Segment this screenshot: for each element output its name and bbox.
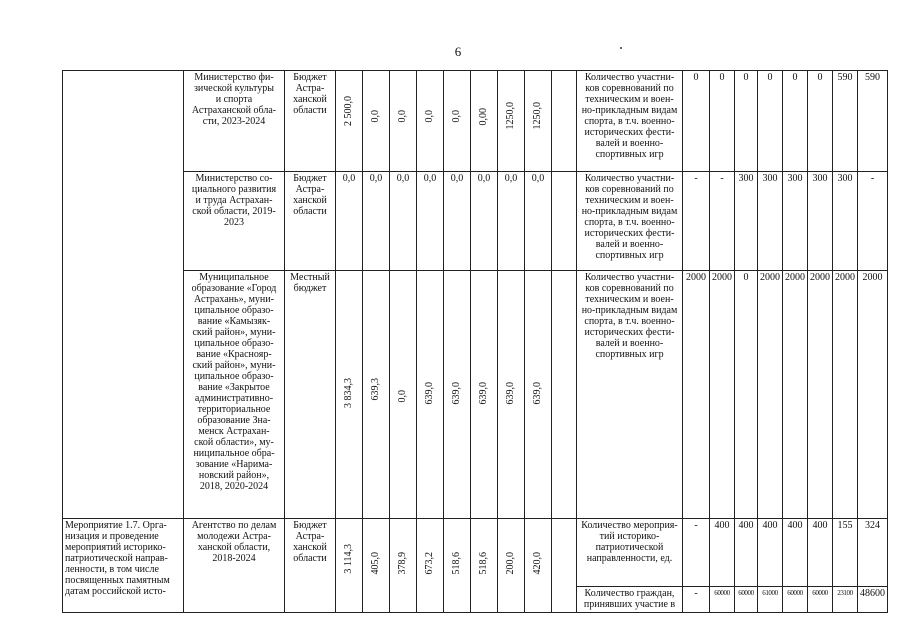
executor-cell [184,271,285,519]
indicator-value: - [710,172,735,271]
indicator-value: 400 [808,519,833,587]
indicator-value: 2000 [833,271,858,519]
finance-cell [417,271,444,519]
finance-value: 0,00 [478,108,489,126]
page-number: 6 [454,44,462,59]
finance-cell [417,71,444,172]
finance-value: 3 834,3 [343,378,354,408]
indicator-value: 60000 [808,587,833,613]
spacer-cell [552,519,577,613]
finance-value: 0,0 [444,172,471,271]
indicator-value: - [683,519,710,587]
finance-value: 639,0 [478,382,489,405]
indicator-value: 324 [858,519,888,587]
indicator-value: 590 [833,71,858,172]
source-text: Бюджет Астра- ханской области [293,520,327,564]
source-cell [285,172,336,271]
finance-cell [498,519,525,613]
finance-value: 639,0 [532,382,543,405]
indicator-value: 2000 [858,271,888,519]
finance-value: 0,0 [363,172,390,271]
indicator-value: - [683,587,710,613]
indicator-cell [577,271,683,519]
finance-value: 0,0 [451,110,462,123]
event-text: Мероприятие 1.7. Орга- низация и проведение мероприятий историко- патриотической направ- ленности, в том числе посвященных памятным датам российской исто- [65,520,170,597]
finance-cell [471,271,498,519]
indicator-value: 2000 [710,271,735,519]
scan-dot [620,47,622,49]
finance-value: 639,0 [424,382,435,405]
executor-text: Муниципальное образование «Город Астрахань», муни- ципальное образо- вание «Камызяк- ский район», муни- ципальное образо- вание «Краснояр- ский район», муни- ципальное образо- вание «Закрытое административно- территориальное образование Зна- менск Астрахан- ской области», му- ниципальное обра- зование «Нарима- новский район», 2018, 2020-2024 [191,272,277,492]
indicator-cell [577,519,683,587]
finance-cell [525,519,552,613]
finance-value: 0,0 [471,172,498,271]
indicator-cell [577,71,683,172]
executor-cell [184,71,285,172]
finance-cell [417,519,444,613]
finance-value: 0,0 [498,172,525,271]
source-cell [285,271,336,519]
indicator-value: 0 [735,71,758,172]
finance-value: 405,0 [370,552,381,575]
finance-cell [471,519,498,613]
finance-value: 518,6 [478,552,489,575]
source-cell [285,71,336,172]
finance-value: 200,0 [505,552,516,575]
executor-text: Министерство со- циального развития и труда Астрахан- ской области, 2019- 2023 [191,173,277,228]
finance-cell [525,271,552,519]
table-row [63,519,888,587]
finance-cell [444,271,471,519]
indicator-text: Количество участни- ков соревнований по техническим и воен- но-прикладным видам спорта, в т.ч. военно- исторических фести- валей и военно- спортивных игр [581,173,678,261]
executor-cell [184,172,285,271]
indicator-value: - [858,172,888,271]
indicator-value: 400 [735,519,758,587]
indicator-value: 60000 [783,587,808,613]
source-text: Бюджет Астра- ханской области [293,72,327,116]
finance-cell [444,71,471,172]
indicator-cell [577,172,683,271]
finance-value: 0,0 [336,172,363,271]
finance-value: 639,3 [370,378,381,401]
finance-cell [471,71,498,172]
finance-value: 1250,0 [505,102,516,130]
finance-cell [336,71,363,172]
finance-cell [525,71,552,172]
source-text: Бюджет Астра- ханской области [293,173,327,217]
spacer-cell [552,71,577,172]
finance-cell [336,519,363,613]
indicator-value: 48600 [858,587,888,613]
indicator-value: 0 [758,71,783,172]
spacer-cell [552,172,577,271]
finance-cell [390,71,417,172]
finance-cell [498,71,525,172]
finance-value: 0,0 [525,172,552,271]
table-row [63,71,888,172]
indicator-value: 60000 [735,587,758,613]
finance-cell [444,519,471,613]
finance-value: 518,6 [451,552,462,575]
finance-value: 1250,0 [532,102,543,130]
finance-cell [390,271,417,519]
executor-text: Министерство фи- зической культуры и спорта Астраханской обла- сти, 2023-2024 [191,72,277,127]
indicator-value: 155 [833,519,858,587]
finance-cell [363,71,390,172]
source-cell [285,519,336,613]
event-cell [63,519,184,613]
finance-value: 2 500,0 [343,96,354,126]
indicator-value: 300 [808,172,833,271]
indicator-text: Количество участни- ков соревнований по техническим и воен- но-прикладным видам спорта, в т.ч. военно- исторических фести- валей и военно- спортивных игр [581,72,678,160]
finance-value: 639,0 [505,382,516,405]
indicator-cell [577,587,683,613]
indicator-value: 0 [710,71,735,172]
source-text: Местный бюджет [290,272,330,294]
table-row [63,172,888,271]
program-table [62,70,888,613]
finance-value: 420,0 [532,552,543,575]
indicator-value: 590 [858,71,888,172]
indicator-value: 400 [758,519,783,587]
table-row [63,271,888,519]
finance-value: 0,0 [417,172,444,271]
event-cell [63,71,184,519]
indicator-value: 0 [683,71,710,172]
finance-cell [498,271,525,519]
indicator-value: 300 [833,172,858,271]
indicator-value: 300 [735,172,758,271]
indicator-value: 61000 [758,587,783,613]
finance-cell [363,271,390,519]
indicator-value: 2000 [783,271,808,519]
indicator-value: 23100 [833,587,858,613]
spacer-cell [552,271,577,519]
indicator-value: 2000 [808,271,833,519]
indicator-value: 2000 [683,271,710,519]
finance-value: 0,0 [424,110,435,123]
finance-value: 0,0 [397,390,408,403]
indicator-text: Количество граждан, принявших участие в [583,588,676,610]
finance-value: 3 114,3 [343,544,354,574]
indicator-value: 0 [735,271,758,519]
finance-value: 0,0 [370,110,381,123]
indicator-value: 300 [758,172,783,271]
finance-value: 0,0 [397,110,408,123]
indicator-value: 2000 [758,271,783,519]
indicator-value: - [683,172,710,271]
indicator-text: Количество мероприя- тий историко- патриотической направленности, ед. [581,520,678,564]
indicator-value: 300 [783,172,808,271]
finance-value: 639,0 [451,382,462,405]
finance-cell [336,271,363,519]
indicator-value: 0 [808,71,833,172]
indicator-value: 0 [783,71,808,172]
indicator-value: 400 [710,519,735,587]
executor-cell [184,519,285,613]
indicator-value: 60000 [710,587,735,613]
finance-value: 378,9 [397,552,408,575]
indicator-text: Количество участни- ков соревнований по техническим и воен- но-прикладным видам спорта, в т.ч. военно- исторических фести- валей и военно- спортивных игр [581,272,678,360]
finance-value: 673,2 [424,552,435,575]
finance-cell [390,519,417,613]
indicator-value: 400 [783,519,808,587]
executor-text: Агентство по делам молодежи Астра- ханской области, 2018-2024 [191,520,277,564]
finance-value: 0,0 [390,172,417,271]
finance-cell [363,519,390,613]
